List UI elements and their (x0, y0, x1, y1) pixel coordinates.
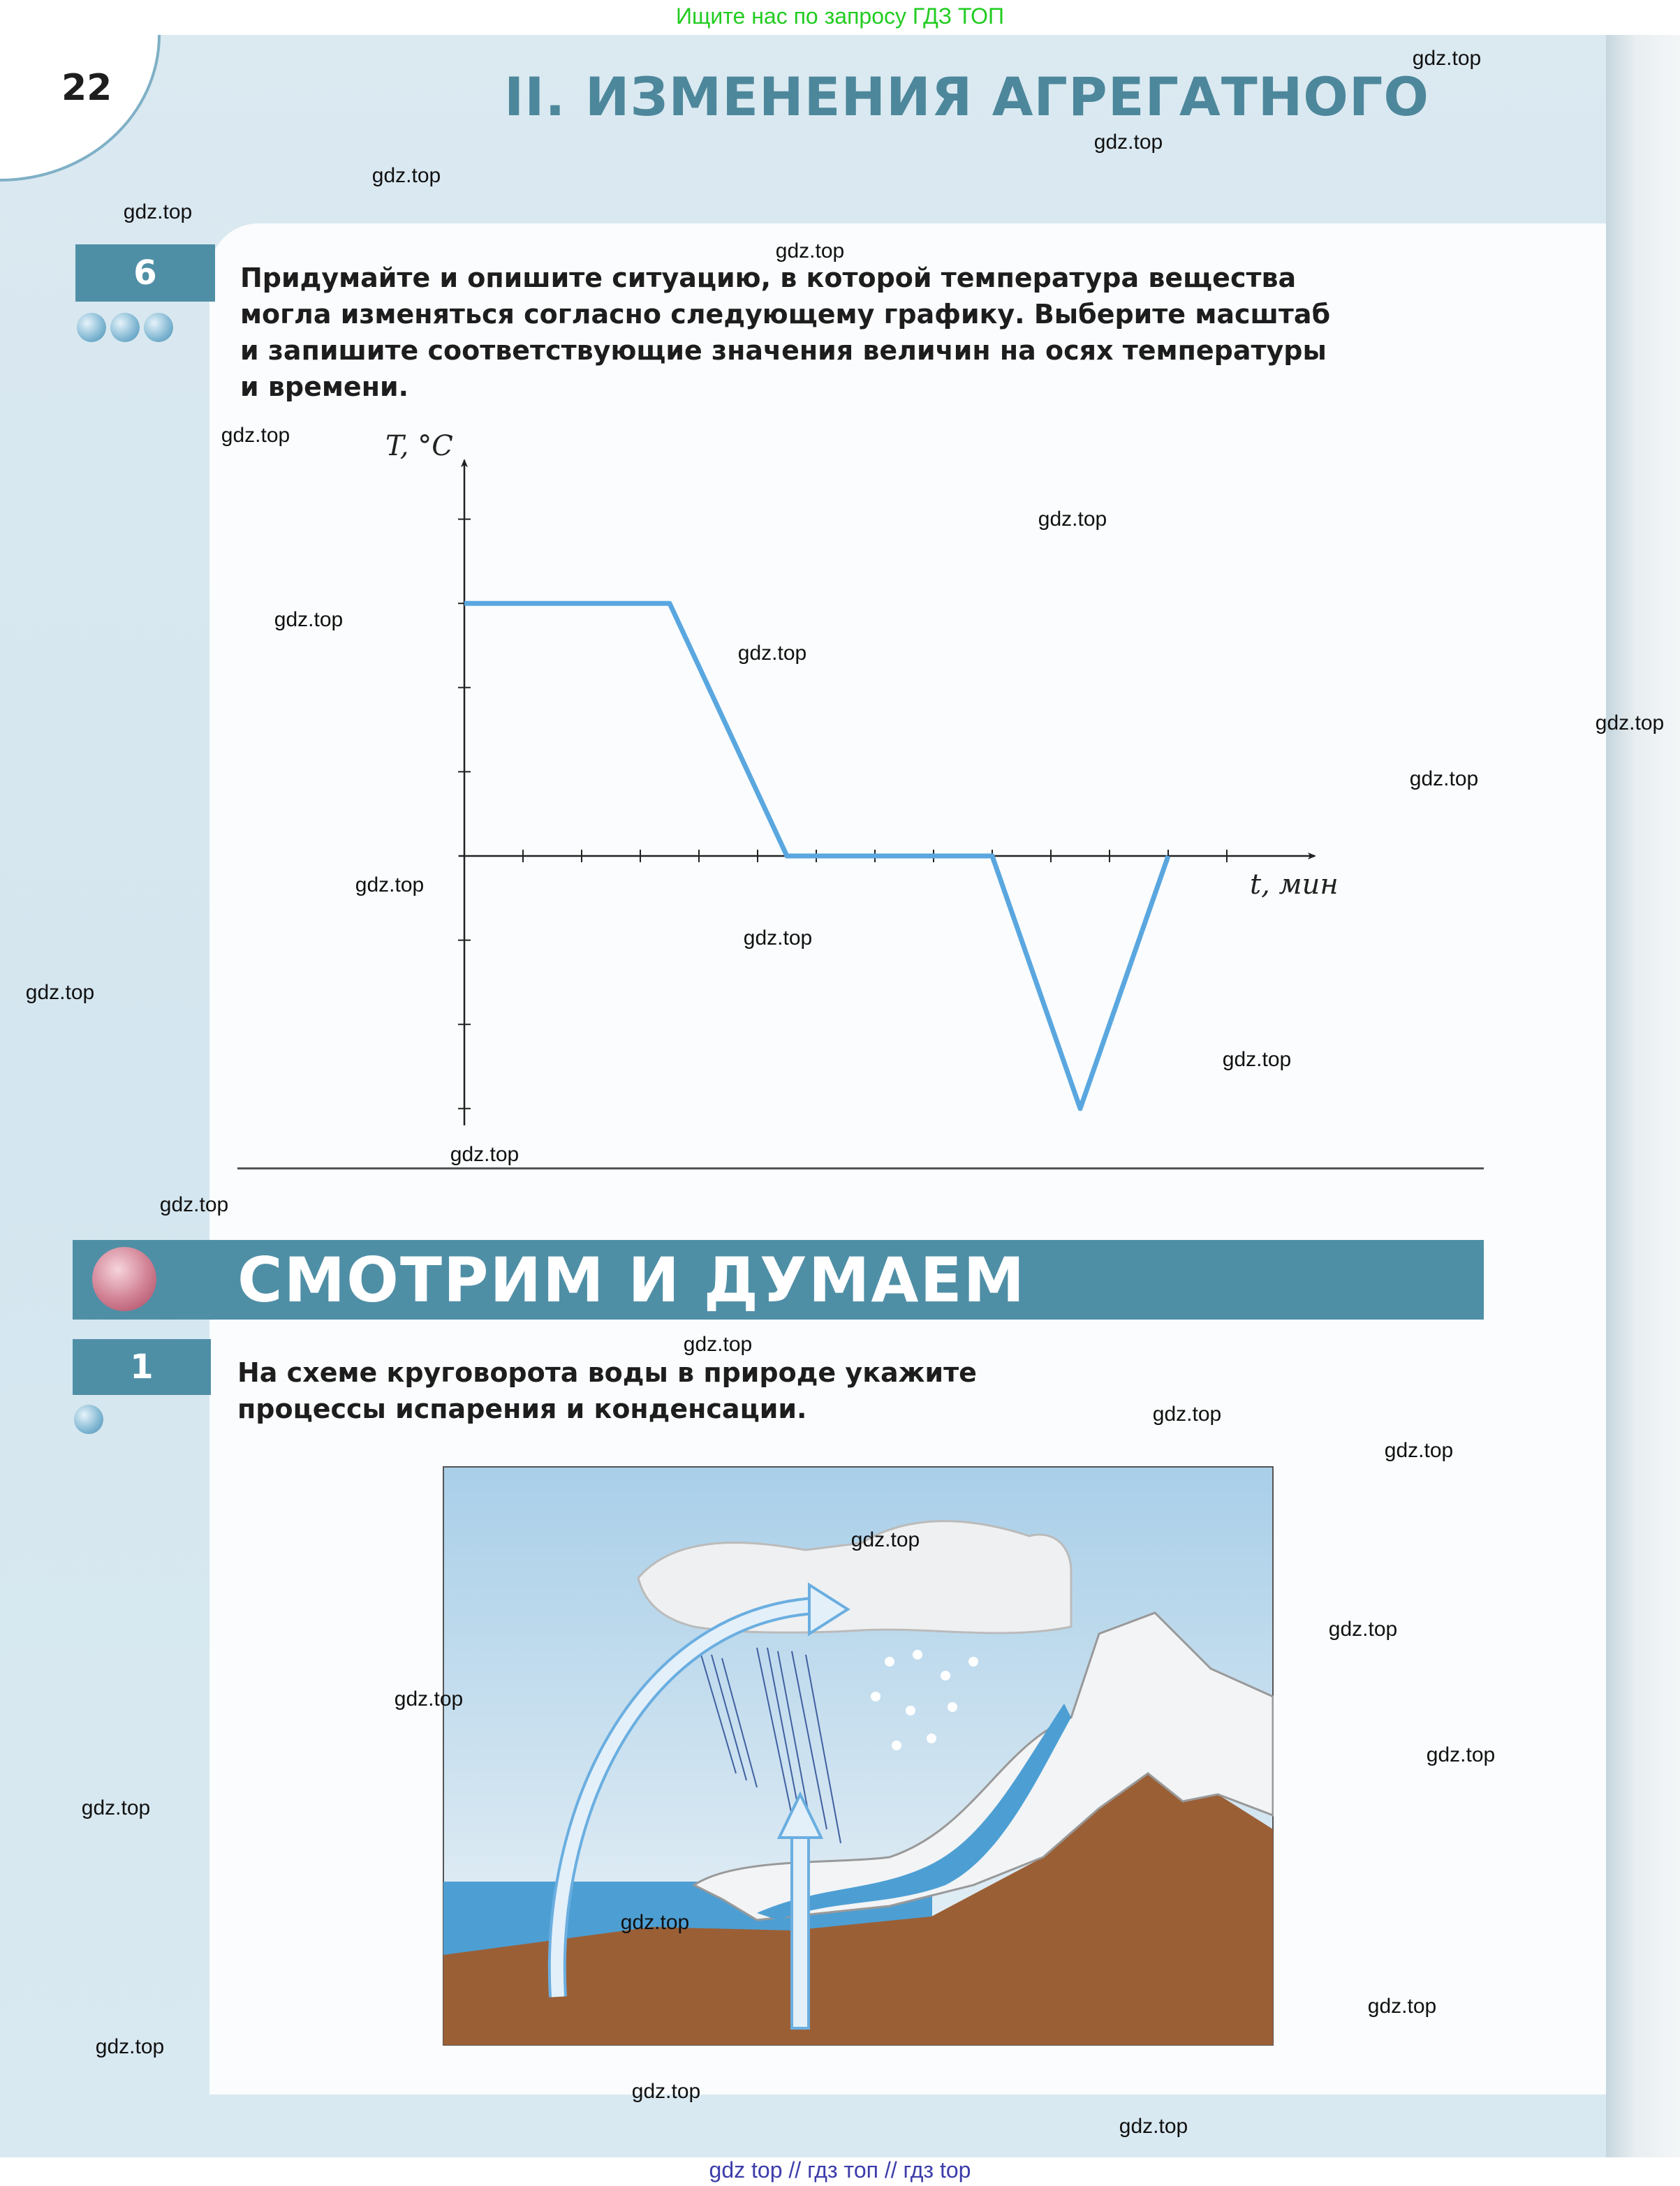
search-hint-banner: Ищите нас по запросу ГДЗ ТОП (0, 0, 1680, 35)
watermark: gdz.top (850, 1528, 920, 1551)
evaporation-arrow-body (792, 1836, 809, 2028)
page-number: 22 (61, 67, 112, 109)
watermark: gdz.top (631, 2080, 701, 2103)
task-line: и запишите соответствующие значения величин на осях температуры (240, 335, 1327, 366)
task-line: Придумайте и опишите ситуацию, в которой температура вещества (240, 263, 1297, 293)
task-number-badge: 1 (73, 1339, 211, 1395)
task-line: На схеме круговорота воды в природе укажите (237, 1357, 977, 1388)
y-axis-label: T, °C (385, 430, 453, 462)
watermark: gdz.top (159, 1193, 229, 1216)
watermark: gdz.top (221, 424, 290, 447)
watermark: gdz.top (1595, 711, 1665, 734)
watermark: gdz.top (1222, 1048, 1292, 1071)
watermark: gdz.top (394, 1687, 464, 1711)
task-line: могла изменяться согласно следующему графику. Выберите масштаб (240, 299, 1331, 330)
watermark: gdz.top (743, 926, 813, 950)
section-ball-icon (92, 1247, 156, 1311)
section-title: СМОТРИМ И ДУМАЕМ (237, 1244, 1026, 1316)
watermark: gdz.top (1367, 1995, 1437, 2018)
task-number-badge: 6 (75, 244, 215, 302)
watermark: gdz.top (355, 873, 425, 896)
divider (237, 1167, 1484, 1169)
task-line: и времени. (240, 371, 409, 402)
watermark: gdz.top (1328, 1618, 1398, 1641)
task-text (237, 1354, 1480, 1427)
water-cycle-illustration (443, 1466, 1274, 2046)
watermark: gdz.top (1409, 767, 1479, 790)
x-axis-label: t, мин (1250, 869, 1339, 901)
watermark: gdz.top (775, 239, 845, 263)
footer-links: gdz top // гдз топ // гдз top (0, 2157, 1680, 2186)
chapter-title: II. ИЗМЕНЕНИЯ АГРЕГАТНОГО (504, 66, 1429, 128)
watermark: gdz.top (371, 164, 441, 187)
watermark: gdz.top (620, 1911, 690, 1934)
watermark: gdz.top (1119, 2115, 1188, 2138)
watermark: gdz.top (1384, 1439, 1454, 1462)
watermark: gdz.top (1093, 131, 1163, 154)
watermark: gdz.top (274, 608, 344, 631)
watermark: gdz.top (25, 981, 95, 1004)
watermark: gdz.top (95, 2035, 165, 2058)
watermark: gdz.top (737, 642, 807, 665)
watermark: gdz.top (1152, 1403, 1222, 1426)
watermark: gdz.top (1412, 47, 1482, 70)
watermark: gdz.top (81, 1796, 151, 1819)
watermark: gdz.top (683, 1333, 753, 1356)
watermark: gdz.top (1038, 508, 1107, 531)
watermark: gdz.top (123, 200, 193, 223)
task-line: процессы испарения и конденсации. (237, 1394, 807, 1424)
watermark: gdz.top (1426, 1743, 1496, 1766)
difficulty-dot (74, 1405, 103, 1434)
watermark: gdz.top (450, 1143, 520, 1166)
